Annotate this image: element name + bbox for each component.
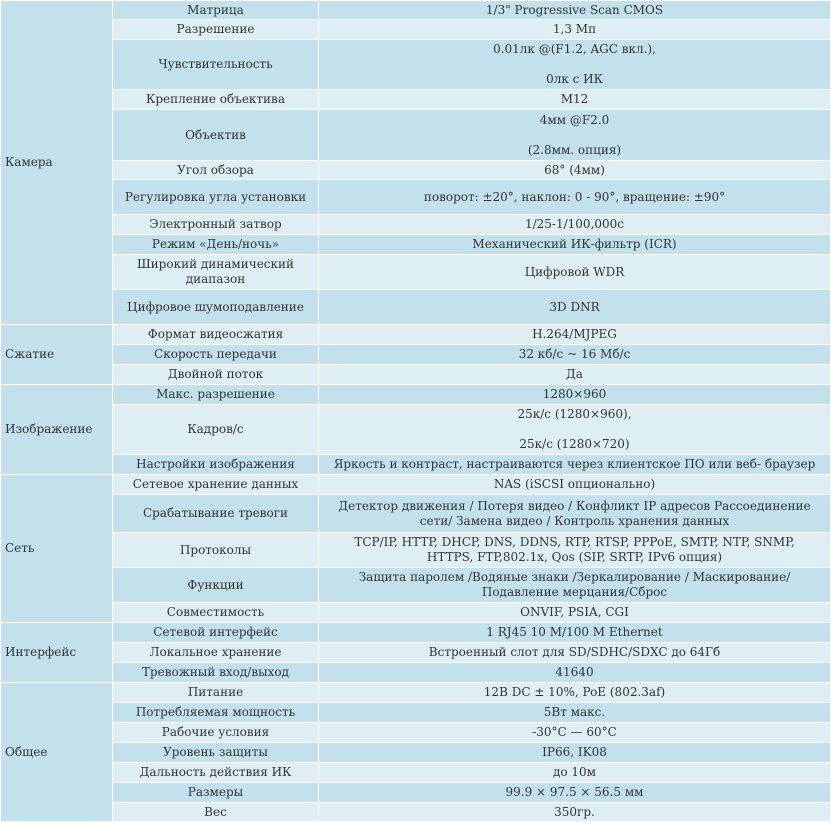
spec-value	[319, 325, 831, 345]
spec-value-line: NAS (iSCSI опционально)	[493, 477, 656, 491]
spec-label: Чувствительность	[113, 40, 319, 90]
spec-row	[1, 743, 831, 763]
spec-value	[319, 663, 831, 683]
spec-value-line: 25к/с (1280×720)	[519, 437, 630, 451]
spec-value-line: 25к/с (1280×960),	[517, 407, 632, 421]
spec-row	[1, 803, 831, 822]
spec-row	[1, 475, 831, 495]
spec-value	[319, 90, 831, 110]
spec-value-line: 1/3" Progressive Scan CMOS	[485, 2, 664, 17]
spec-value-line: 1/25-1/100,000с	[524, 217, 625, 231]
spec-value	[319, 763, 831, 783]
spec-row	[1, 405, 831, 455]
spec-label: Уровень защиты	[113, 743, 319, 763]
spec-label: Питание	[113, 683, 319, 703]
spec-value-line: Подавление мерцания/Сброс	[481, 585, 668, 599]
spec-value-line: -30°C — 60°C	[532, 725, 617, 739]
section-name: Изображение	[1, 385, 113, 475]
spec-row	[1, 533, 831, 568]
spec-label: Функции	[113, 568, 319, 603]
spec-label: Срабатывание тревоги	[113, 495, 319, 533]
spec-value-line: HTTPS, FTP,802.1x, Qos (SIP, SRTP, IPv6 опция)	[426, 550, 723, 564]
spec-value	[319, 603, 831, 623]
spec-label: Макс. разрешение	[113, 385, 319, 405]
spec-value	[319, 475, 831, 495]
spec-value-line: Яркость и контраст, настраиваются через клиентское ПО или веб- браузер	[333, 457, 816, 471]
spec-value-line: 68° (4мм)	[544, 162, 605, 177]
spec-value-line: ONVIF, PSIA, CGI	[520, 605, 629, 619]
spec-label: Кадров/с	[113, 405, 319, 455]
spec-row	[1, 290, 831, 325]
spec-value	[319, 180, 831, 215]
spec-value	[319, 623, 831, 643]
spec-row	[1, 180, 831, 215]
spec-value	[319, 345, 831, 365]
spec-value-line: H.264/MJPEG	[532, 327, 617, 341]
spec-value-line: Защита паролем /Водяные знаки /Зеркалирование / Маскирование/	[358, 570, 791, 584]
spec-value-line: сети/ Замена видео / Контроль хранения данных	[419, 513, 730, 528]
spec-label: Настройки изображения	[113, 455, 319, 475]
spec-value-line: 99.9 × 97.5 × 56.5 мм	[505, 785, 644, 799]
spec-value-line: 32 кб/с ~ 16 Мб/с	[518, 347, 631, 361]
spec-value	[319, 255, 831, 290]
spec-row	[1, 703, 831, 723]
spec-value	[319, 235, 831, 255]
spec-row	[1, 568, 831, 603]
spec-label: Матрица	[113, 1, 319, 20]
spec-label: Рабочие условия	[113, 723, 319, 743]
spec-row	[1, 1, 831, 20]
spec-value	[319, 533, 831, 568]
spec-value	[319, 783, 831, 803]
spec-row	[1, 110, 831, 161]
spec-value	[319, 110, 831, 161]
section-name: Общее	[1, 683, 113, 822]
spec-row	[1, 663, 831, 683]
spec-value-line: 1 RJ45 10 M/100 M Ethernet	[486, 625, 663, 639]
spec-row	[1, 235, 831, 255]
spec-row	[1, 763, 831, 783]
spec-value-line: Да	[566, 367, 583, 381]
spec-label: Размеры	[113, 783, 319, 803]
spec-row	[1, 365, 831, 385]
spec-value-line: 5Вт макс.	[543, 705, 606, 719]
spec-value-line: Механический ИК-фильтр (ICR)	[472, 237, 677, 251]
spec-label: Формат видеосжатия	[113, 325, 319, 345]
spec-value	[319, 1, 831, 20]
spec-value-line: 12В DC ± 10%, PoE (802.3af)	[483, 685, 666, 699]
spec-value	[319, 161, 831, 180]
spec-row	[1, 783, 831, 803]
spec-label: Сетевое хранение данных	[113, 475, 319, 495]
spec-row	[1, 20, 831, 40]
spec-label: Вес	[113, 803, 319, 822]
spec-row	[1, 215, 831, 235]
spec-label: Дальность действия ИК	[113, 763, 319, 783]
spec-value	[319, 455, 831, 475]
spec-value-line: 3D DNR	[549, 299, 600, 314]
spec-label: Локальное хранение	[113, 643, 319, 663]
spec-label: Режим «День/ночь»	[113, 235, 319, 255]
spec-label: Объектив	[113, 110, 319, 161]
line-gap	[323, 128, 826, 143]
spec-value	[319, 683, 831, 703]
spec-label: Электронный затвор	[113, 215, 319, 235]
spec-value-line: TCP/IP, HTTP, DHCP, DNS, DDNS, RTP, RTSP, PPPoE, SMTP, NTP, SNMP,	[354, 535, 795, 549]
spec-row	[1, 455, 831, 475]
spec-label: Регулировка угла установки	[113, 180, 319, 215]
spec-row	[1, 90, 831, 110]
spec-label: Совместимость	[113, 603, 319, 623]
spec-label: Цифровое шумоподавление	[113, 290, 319, 325]
spec-value	[319, 703, 831, 723]
spec-value	[319, 215, 831, 235]
spec-value-line: поворот: ±20°, наклон: 0 - 90°, вращение: ±90°	[423, 189, 726, 204]
section-name: Камера	[1, 1, 113, 325]
spec-value	[319, 20, 831, 40]
spec-label: Разрешение	[113, 20, 319, 40]
spec-value	[319, 743, 831, 763]
spec-value	[319, 723, 831, 743]
spec-row	[1, 325, 831, 345]
spec-table-body	[1, 1, 831, 822]
spec-label: Крепление объектива	[113, 90, 319, 110]
spec-value	[319, 40, 831, 90]
spec-label: Сетевой интерфейс	[113, 623, 319, 643]
line-gap	[323, 422, 826, 437]
spec-value	[319, 290, 831, 325]
spec-value	[319, 385, 831, 405]
section-name: Сжатие	[1, 325, 113, 385]
spec-value	[319, 568, 831, 603]
spec-label: Тревожный вход/выход	[113, 663, 319, 683]
section-name: Сеть	[1, 475, 113, 623]
spec-label: Скорость передачи	[113, 345, 319, 365]
section-name: Интерфейс	[1, 623, 113, 683]
spec-value-line: 4мм @F2.0	[539, 112, 610, 127]
spec-row	[1, 623, 831, 643]
spec-row	[1, 255, 831, 290]
spec-value-line: до 10м	[552, 765, 597, 779]
spec-value-line: 41640	[555, 665, 594, 679]
spec-value-line: IP66, IK08	[542, 745, 607, 759]
spec-value	[319, 365, 831, 385]
line-gap	[323, 57, 826, 72]
spec-value	[319, 495, 831, 533]
spec-value	[319, 803, 831, 822]
spec-value	[319, 643, 831, 663]
spec-value-line: Цифровой WDR	[524, 264, 625, 279]
spec-row	[1, 723, 831, 743]
spec-value-line: Встроенный слот для SD/SDHC/SDXC до 64Гб	[428, 645, 721, 659]
spec-row	[1, 40, 831, 90]
spec-row	[1, 385, 831, 405]
spec-row	[1, 683, 831, 703]
spec-label: Протоколы	[113, 533, 319, 568]
spec-label: Двойной поток	[113, 365, 319, 385]
spec-label: Широкий динамический диапазон	[113, 255, 319, 290]
spec-value-line: (2.8мм. опция)	[527, 142, 622, 157]
spec-value-line: 350гр.	[554, 804, 595, 819]
spec-row	[1, 495, 831, 533]
spec-row	[1, 345, 831, 365]
spec-label: Угол обзора	[113, 161, 319, 180]
spec-label: Потребляемая мощность	[113, 703, 319, 723]
spec-value-line: 0.01лк @(F1.2, AGC вкл.),	[493, 42, 656, 56]
spec-row	[1, 161, 831, 180]
spec-row	[1, 603, 831, 623]
spec-value-line: 0лк с ИК	[546, 72, 603, 86]
spec-value-line: 1280×960	[542, 387, 607, 401]
spec-value-line: M12	[560, 92, 589, 106]
spec-value-line: Детектор движения / Потеря видео / Конфликт IP адресов Рассоединение	[338, 498, 811, 513]
spec-value-line: 1,3 Мп	[552, 22, 597, 36]
spec-value	[319, 405, 831, 455]
spec-row	[1, 643, 831, 663]
